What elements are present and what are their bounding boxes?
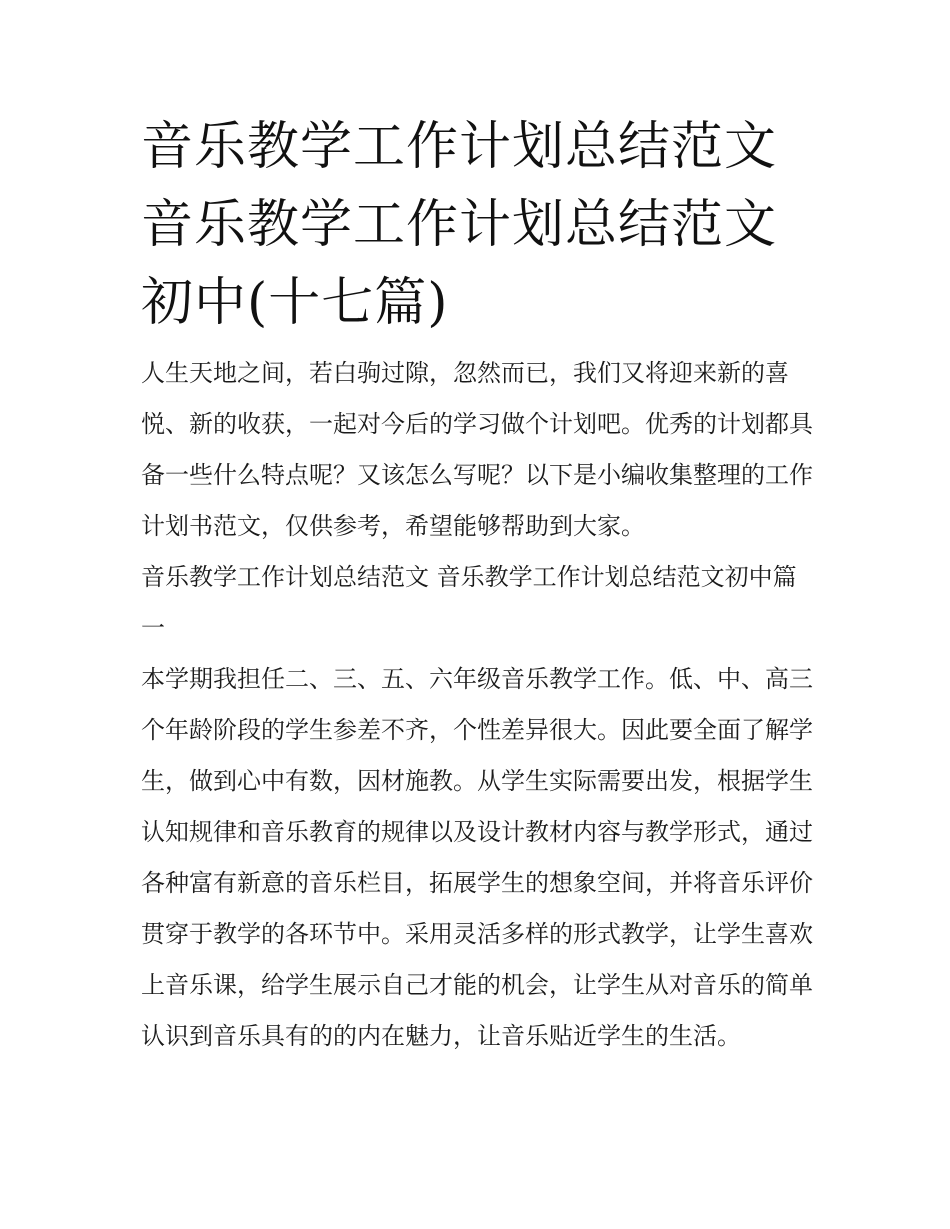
document-content xyxy=(141,108,813,1062)
body-paragraph: 本学期我担任二、三、五、六年级音乐教学工作。低、中、高三个年龄阶段的学生参差不齐，个性差异很大。因此要全面了解学生，做到心中有数，因材施教。从学生实际需要出发，根据学生认知规律和音乐教育的规律以及设计教材内容与教学形式，通过各种富有新意的音乐栏目，拓展学生的想象空间，并将音乐评价贯穿于教学的各环节中。采用灵活多样的形式教学，让学生喜欢上音乐课，给学生展示自己才能的机会，让学生从对音乐的简单认识到音乐具有的的内在魅力，让音乐贴近学生的生活。 xyxy=(141,665,813,1050)
section-heading: 音乐教学工作计划总结范文 音乐教学工作计划总结范文初中篇一 xyxy=(141,563,797,642)
intro-paragraph: 人生天地之间，若白驹过隙，忽然而已，我们又将迎来新的喜悦、新的收获，一起对今后的学习做个计划吧。优秀的计划都具备一些什么特点呢？又该怎么写呢？以下是小编收集整理的工作计划书范文，仅供参考，希望能够帮助到大家。 xyxy=(141,359,813,540)
document-title: 音乐教学工作计划总结范文 音乐教学工作计划总结范文初中(十七篇) xyxy=(141,117,778,333)
